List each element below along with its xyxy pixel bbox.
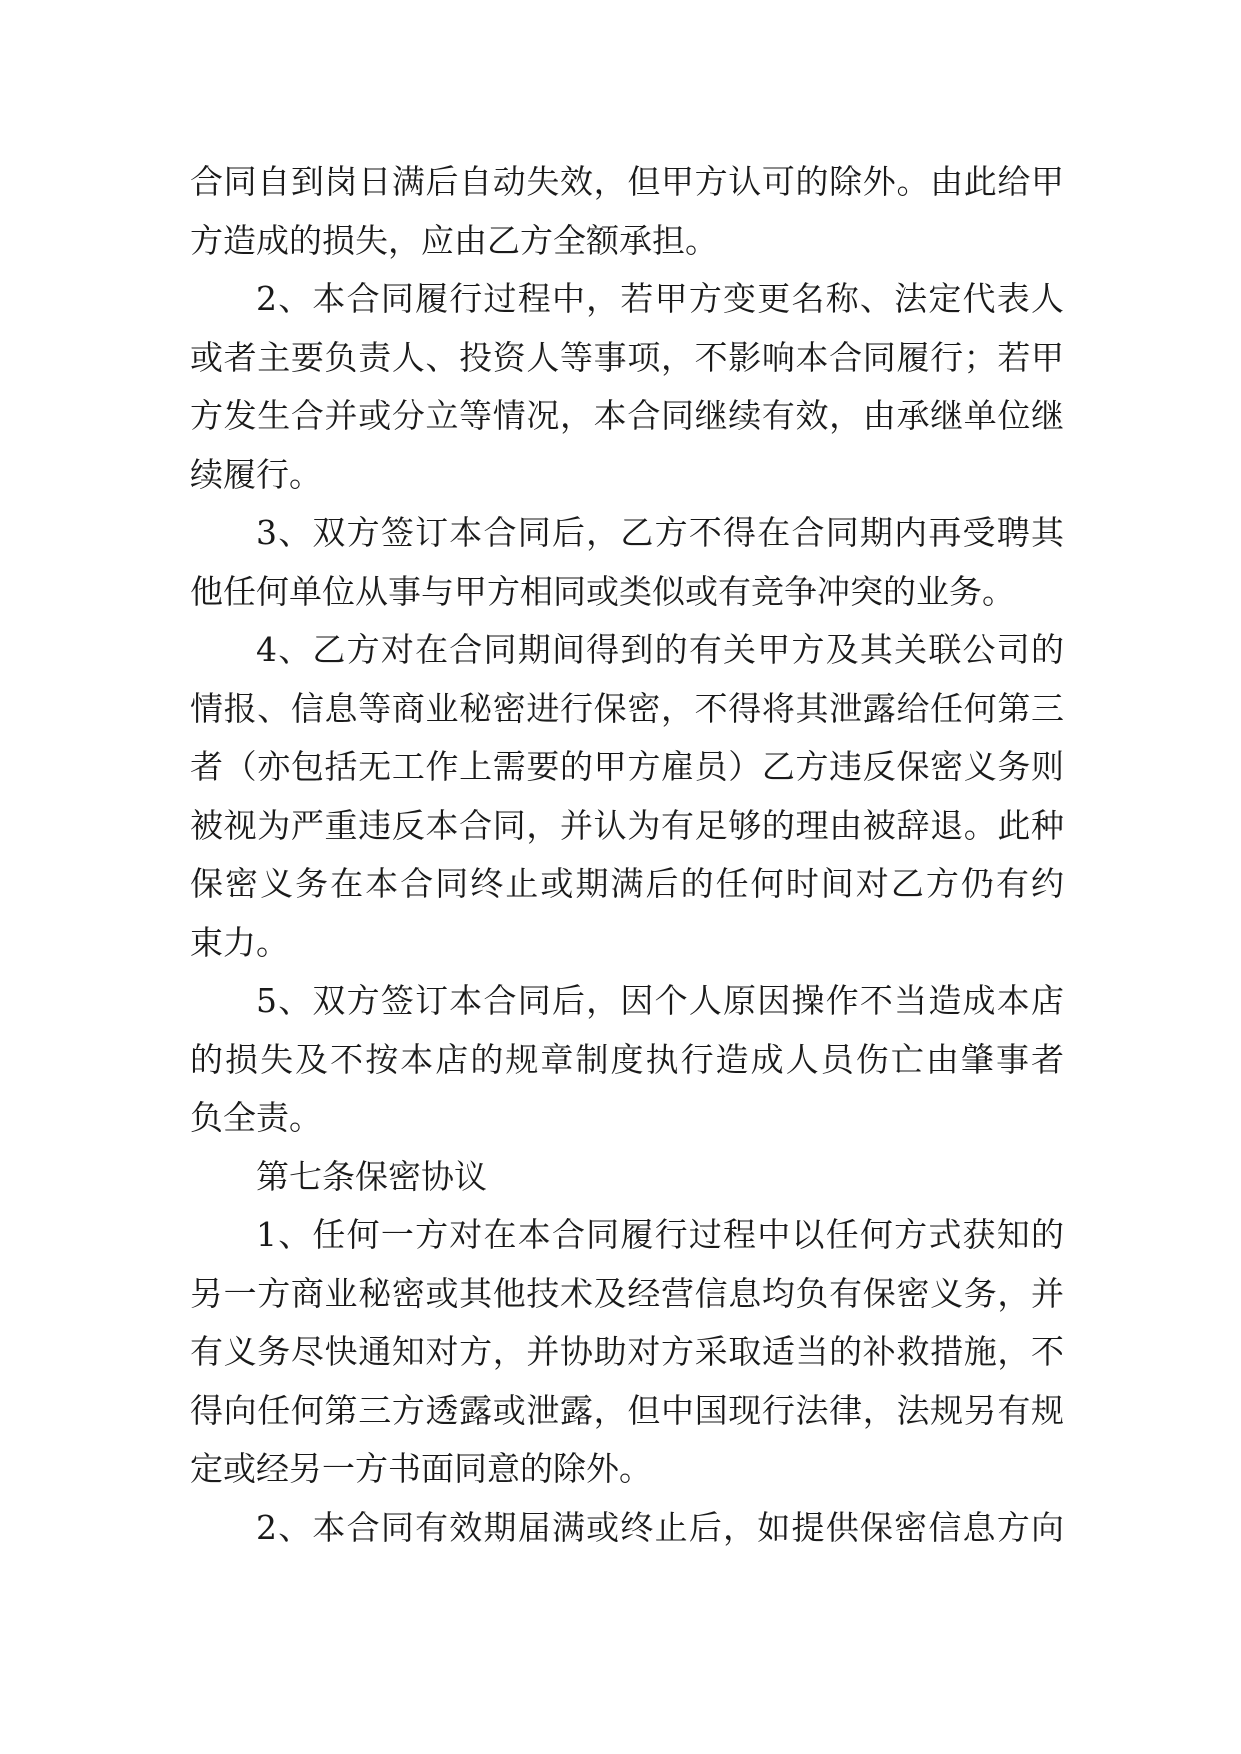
section-heading: 第七条保密协议 xyxy=(256,1156,487,1196)
text-line: 3、双方签订本合同后，乙方不得在合同期内再受聘其 xyxy=(256,513,1064,552)
text-line: 方发生合并或分立等情况，本合同继续有效，由承继单位继 xyxy=(190,396,1064,435)
text-line: 方造成的损失，应由乙方全额承担。 xyxy=(190,220,718,260)
text-line: 5、双方签订本合同后，因个人原因操作不当造成本店 xyxy=(256,981,1064,1020)
document-body xyxy=(190,153,1064,1557)
text-line: 保密义务在本合同终止或期满后的任何时间对乙方仍有约 xyxy=(190,864,1064,903)
text-line: 另一方商业秘密或其他技术及经营信息均负有保密义务，并 xyxy=(190,1273,1064,1313)
text-line: 被视为严重违反本合同，并认为有足够的理由被辞退。此种 xyxy=(190,805,1064,845)
text-line: 1、任何一方对在本合同履行过程中以任何方式获知的 xyxy=(256,1215,1064,1254)
text-line: 负全责。 xyxy=(190,1098,322,1137)
text-line: 得向任何第三方透露或泄露，但中国现行法律，法规另有规 xyxy=(190,1390,1064,1430)
text-line: 束力。 xyxy=(190,922,289,962)
text-line: 者（亦包括无工作上需要的甲方雇员）乙方违反保密义务则 xyxy=(190,747,1064,786)
text-line: 或者主要负责人、投资人等事项，不影响本合同履行；若甲 xyxy=(190,337,1064,377)
text-line: 情报、信息等商业秘密进行保密，不得将其泄露给任何第三 xyxy=(190,688,1064,728)
text-line: 他任何单位从事与甲方相同或类似或有竞争冲突的业务。 xyxy=(190,571,1015,611)
text-line: 合同自到岗日满后自动失效，但甲方认可的除外。由此给甲 xyxy=(190,162,1064,201)
text-line: 定或经另一方书面同意的除外。 xyxy=(190,1449,652,1488)
text-line: 2、本合同履行过程中，若甲方变更名称、法定代表人 xyxy=(256,279,1064,318)
text-line: 的损失及不按本店的规章制度执行造成人员伤亡由肇事者 xyxy=(190,1039,1064,1079)
text-line: 4、乙方对在合同期间得到的有关甲方及其关联公司的 xyxy=(256,630,1064,669)
text-line: 2、本合同有效期届满或终止后，如提供保密信息方向 xyxy=(256,1507,1064,1547)
text-line: 续履行。 xyxy=(190,454,322,494)
text-line: 有义务尽快通知对方，并协助对方采取适当的补救措施，不 xyxy=(190,1332,1064,1371)
